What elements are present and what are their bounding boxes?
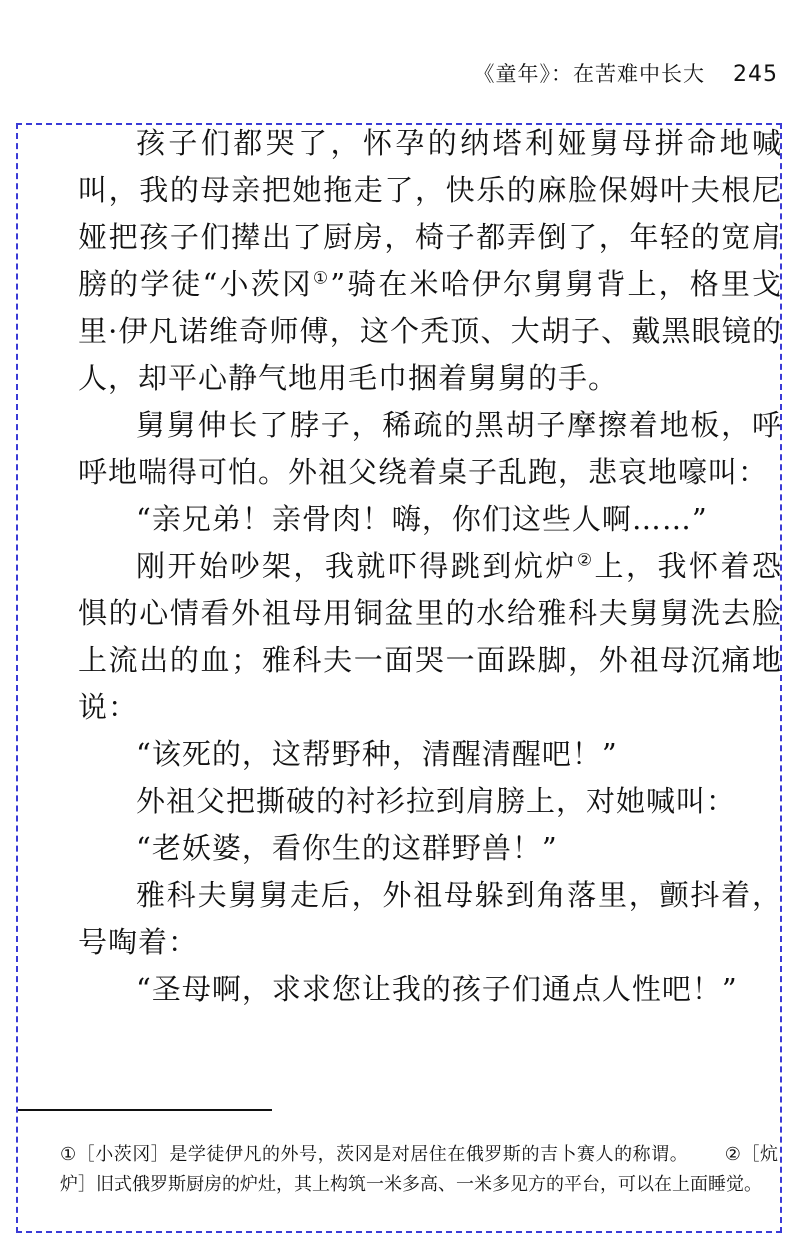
paragraph: “老妖婆，看你生的这群野兽！” bbox=[136, 831, 558, 865]
paragraph-text: ”骑在米哈伊尔舅舅背上，格里戈里·伊凡诺维奇师傅，这个秃顶、大胡子、戴黑眼镜的人，却平心静气地用毛巾捆着舅舅的手。 bbox=[78, 267, 782, 395]
paragraph-text: 上，我怀着恐惧的心情看外祖母用铜盆里的水给雅科夫舅舅洗去脸上流出的血；雅科夫一面哭一面跺脚，外祖母沉痛地说： bbox=[78, 549, 782, 724]
paragraph: 雅科夫舅舅走后，外祖母躲到角落里，颤抖着，号啕着： bbox=[78, 878, 782, 959]
paragraph bbox=[78, 543, 782, 731]
body-text bbox=[78, 120, 782, 1013]
paragraph-text: 孩子们都哭了，怀孕的纳塔利娅舅母拼命地喊叫，我的母亲把她拖走了，快乐的麻脸保姆叶夫根尼娅把孩子们撵出了厨房，椅子都弄倒了，年轻的宽肩膀的学徒“小茨冈 bbox=[78, 126, 782, 301]
footnote-ref: ② bbox=[576, 550, 595, 571]
footnote-1: ①［小茨冈］是学徒伊凡的外号，茨冈是对居住在俄罗斯的吉卜赛人的称谓。 bbox=[60, 1144, 689, 1165]
paragraph bbox=[78, 120, 782, 402]
paragraph: “该死的，这帮野种，清醒清醒吧！” bbox=[136, 737, 618, 771]
paragraph: “圣母啊，求求您让我的孩子们通点人性吧！” bbox=[136, 972, 738, 1006]
paragraph: 舅舅伸长了脖子，稀疏的黑胡子摩擦着地板，呼呼地喘得可怕。外祖父绕着桌子乱跑，悲哀地嚎叫： bbox=[78, 408, 782, 489]
page-number: 245 bbox=[733, 62, 778, 87]
paragraph: 外祖父把撕破的衬衫拉到肩膀上，对她喊叫： bbox=[136, 784, 737, 818]
running-head bbox=[474, 58, 779, 88]
footnotes bbox=[60, 1140, 778, 1200]
paragraph-text: 刚开始吵架，我就吓得跳到炕炉 bbox=[136, 549, 577, 583]
footnote-2: ②［炕炉］旧式俄罗斯厨房的炉灶，其上构筑一米多高、一米多见方的平台，可以在上面睡觉。 bbox=[60, 1144, 779, 1195]
running-head-title: 《童年》：在苦难中长大 bbox=[473, 62, 705, 86]
paragraph: “亲兄弟！亲骨肉！嗨，你们这些人啊……” bbox=[136, 502, 708, 536]
footnote-ref: ① bbox=[312, 268, 331, 289]
footnote-rule bbox=[18, 1109, 272, 1111]
